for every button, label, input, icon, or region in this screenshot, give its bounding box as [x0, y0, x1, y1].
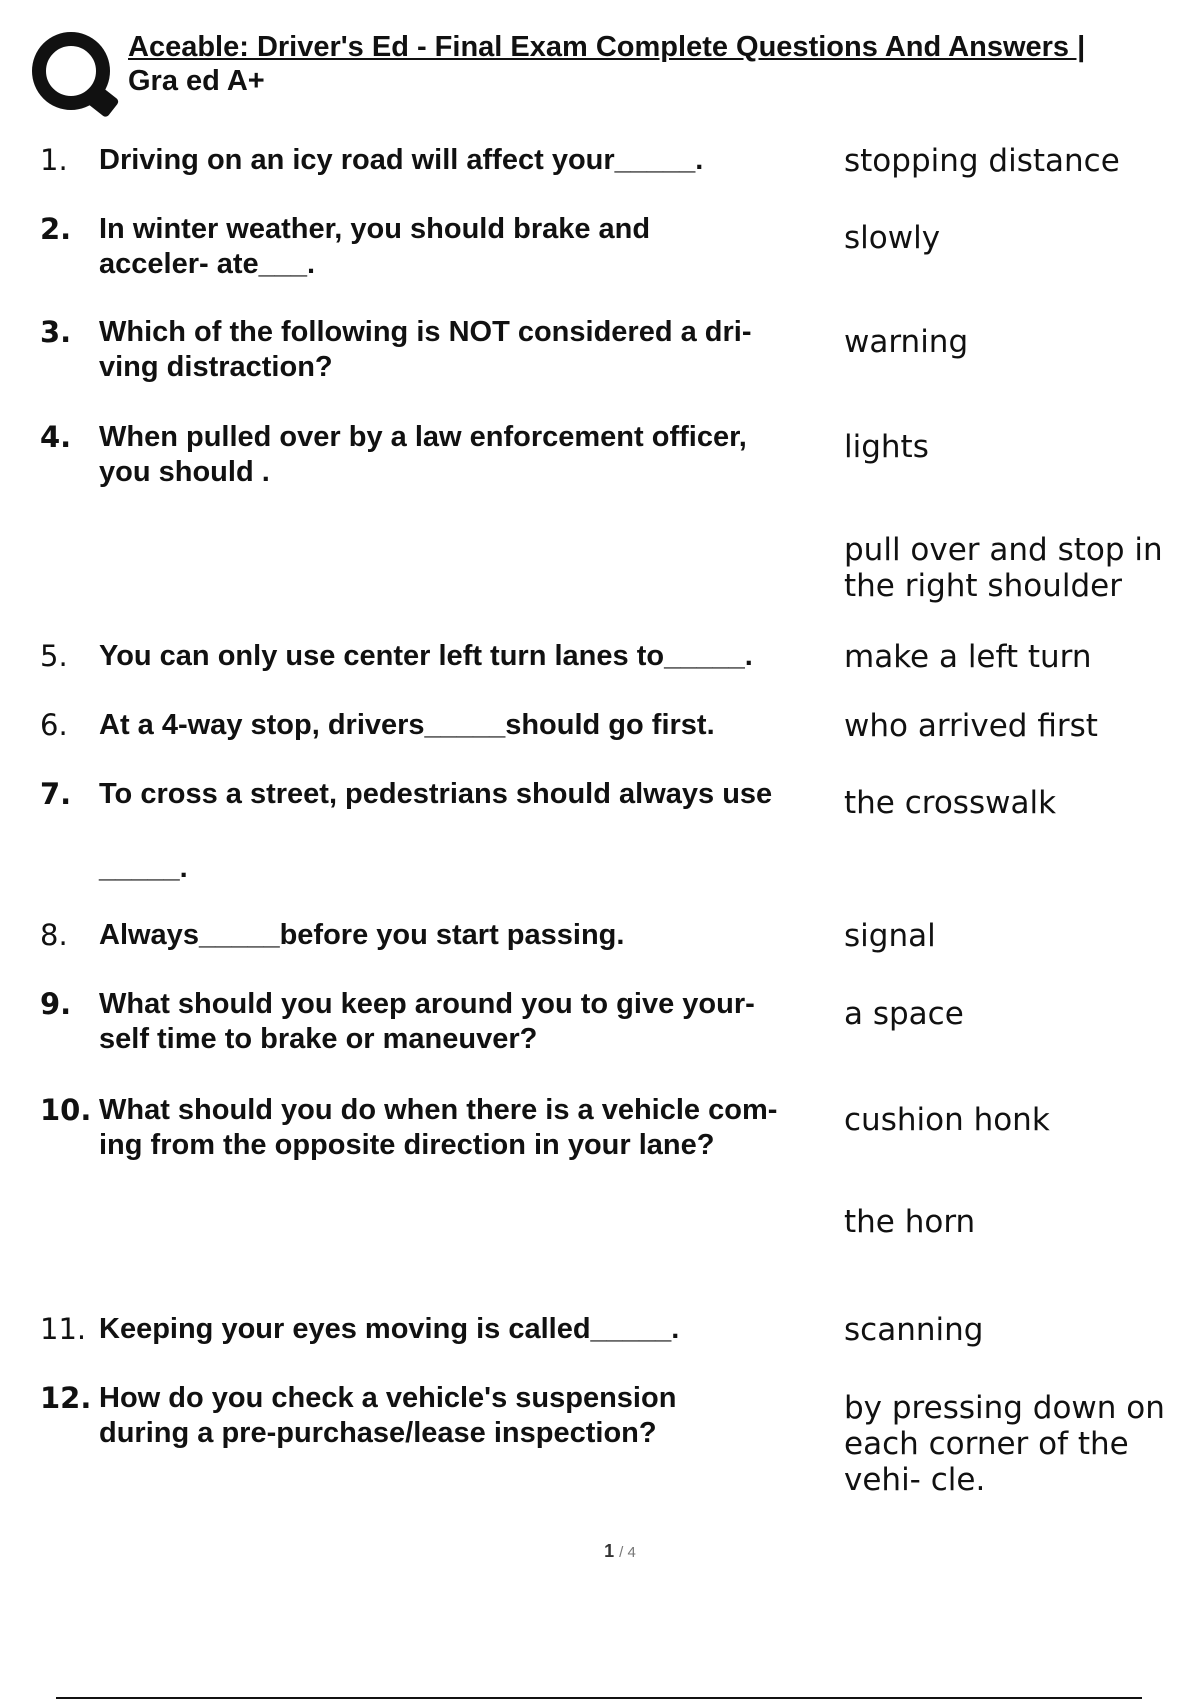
title-line-1: Aceable: Driver's Ed - Final Exam Complete Questions And Answers | — [128, 31, 1086, 63]
bottom-divider — [56, 1697, 1142, 1699]
answer-text: make a left turn — [844, 639, 1092, 675]
question-text: In winter weather, you should brake and acceler- ate___. — [99, 213, 651, 280]
title-line-2: Gra ed A+ — [128, 65, 265, 97]
question-text: When pulled over by a law enforcement officer, you should . — [99, 421, 747, 488]
answer-text-secondary: the horn — [844, 1204, 976, 1240]
answer-text: slowly — [844, 220, 941, 256]
question-text: Always_____before you start passing. — [99, 919, 625, 951]
question-text: Driving on an icy road will affect your_____. — [99, 144, 704, 176]
document-header — [32, 28, 1192, 118]
answer-text: stopping distance — [844, 143, 1120, 179]
answer-text: lights — [844, 429, 929, 465]
answer-text: scanning — [844, 1312, 984, 1348]
question-number: 11. — [40, 1312, 87, 1346]
question-number: 6. — [40, 708, 68, 742]
document-title — [128, 30, 1192, 98]
question-text: What should you keep around you to give your- self time to brake or maneuver? — [99, 988, 755, 1055]
answer-text: the crosswalk — [844, 785, 1057, 821]
question-number: 9. — [40, 987, 72, 1021]
total-pages: / 4 — [619, 1544, 636, 1561]
answer-text: a space — [844, 996, 964, 1032]
question-number: 3. — [40, 315, 72, 349]
question-text: At a 4-way stop, drivers_____should go first. — [99, 709, 715, 741]
answer-text: by pressing down on each corner of the vehi- cle. — [844, 1390, 1165, 1498]
answer-text: cushion honk — [844, 1102, 1050, 1138]
question-number: 12. — [40, 1381, 92, 1415]
question-text: What should you do when there is a vehicle com- ing from the opposite direction in your lane? — [99, 1094, 778, 1161]
question-text: To cross a street, pedestrians should always use — [99, 778, 773, 810]
question-number: 5. — [40, 639, 68, 673]
question-text: Keeping your eyes moving is called_____. — [99, 1313, 680, 1345]
current-page: 1 — [604, 1541, 615, 1561]
page-indicator — [0, 1541, 1200, 1562]
question-number: 1. — [40, 143, 68, 177]
question-number: 10. — [40, 1093, 92, 1127]
answer-text: signal — [844, 918, 936, 954]
answer-text: who arrived first — [844, 708, 1098, 744]
question-text: Which of the following is NOT considered a dri- ving distraction? — [99, 316, 752, 383]
answer-text-secondary: pull over and stop in the right shoulder — [844, 532, 1163, 604]
question-text: You can only use center left turn lanes to_____. — [99, 640, 753, 672]
question-number: 8. — [40, 918, 68, 952]
question-text: How do you check a vehicle's suspension during a pre-purchase/lease inspection? — [99, 1382, 677, 1449]
question-blank: _____. — [99, 852, 188, 884]
question-number: 2. — [40, 212, 72, 246]
question-number: 7. — [40, 777, 72, 811]
question-number: 4. — [40, 420, 72, 454]
answer-text: warning — [844, 324, 969, 360]
